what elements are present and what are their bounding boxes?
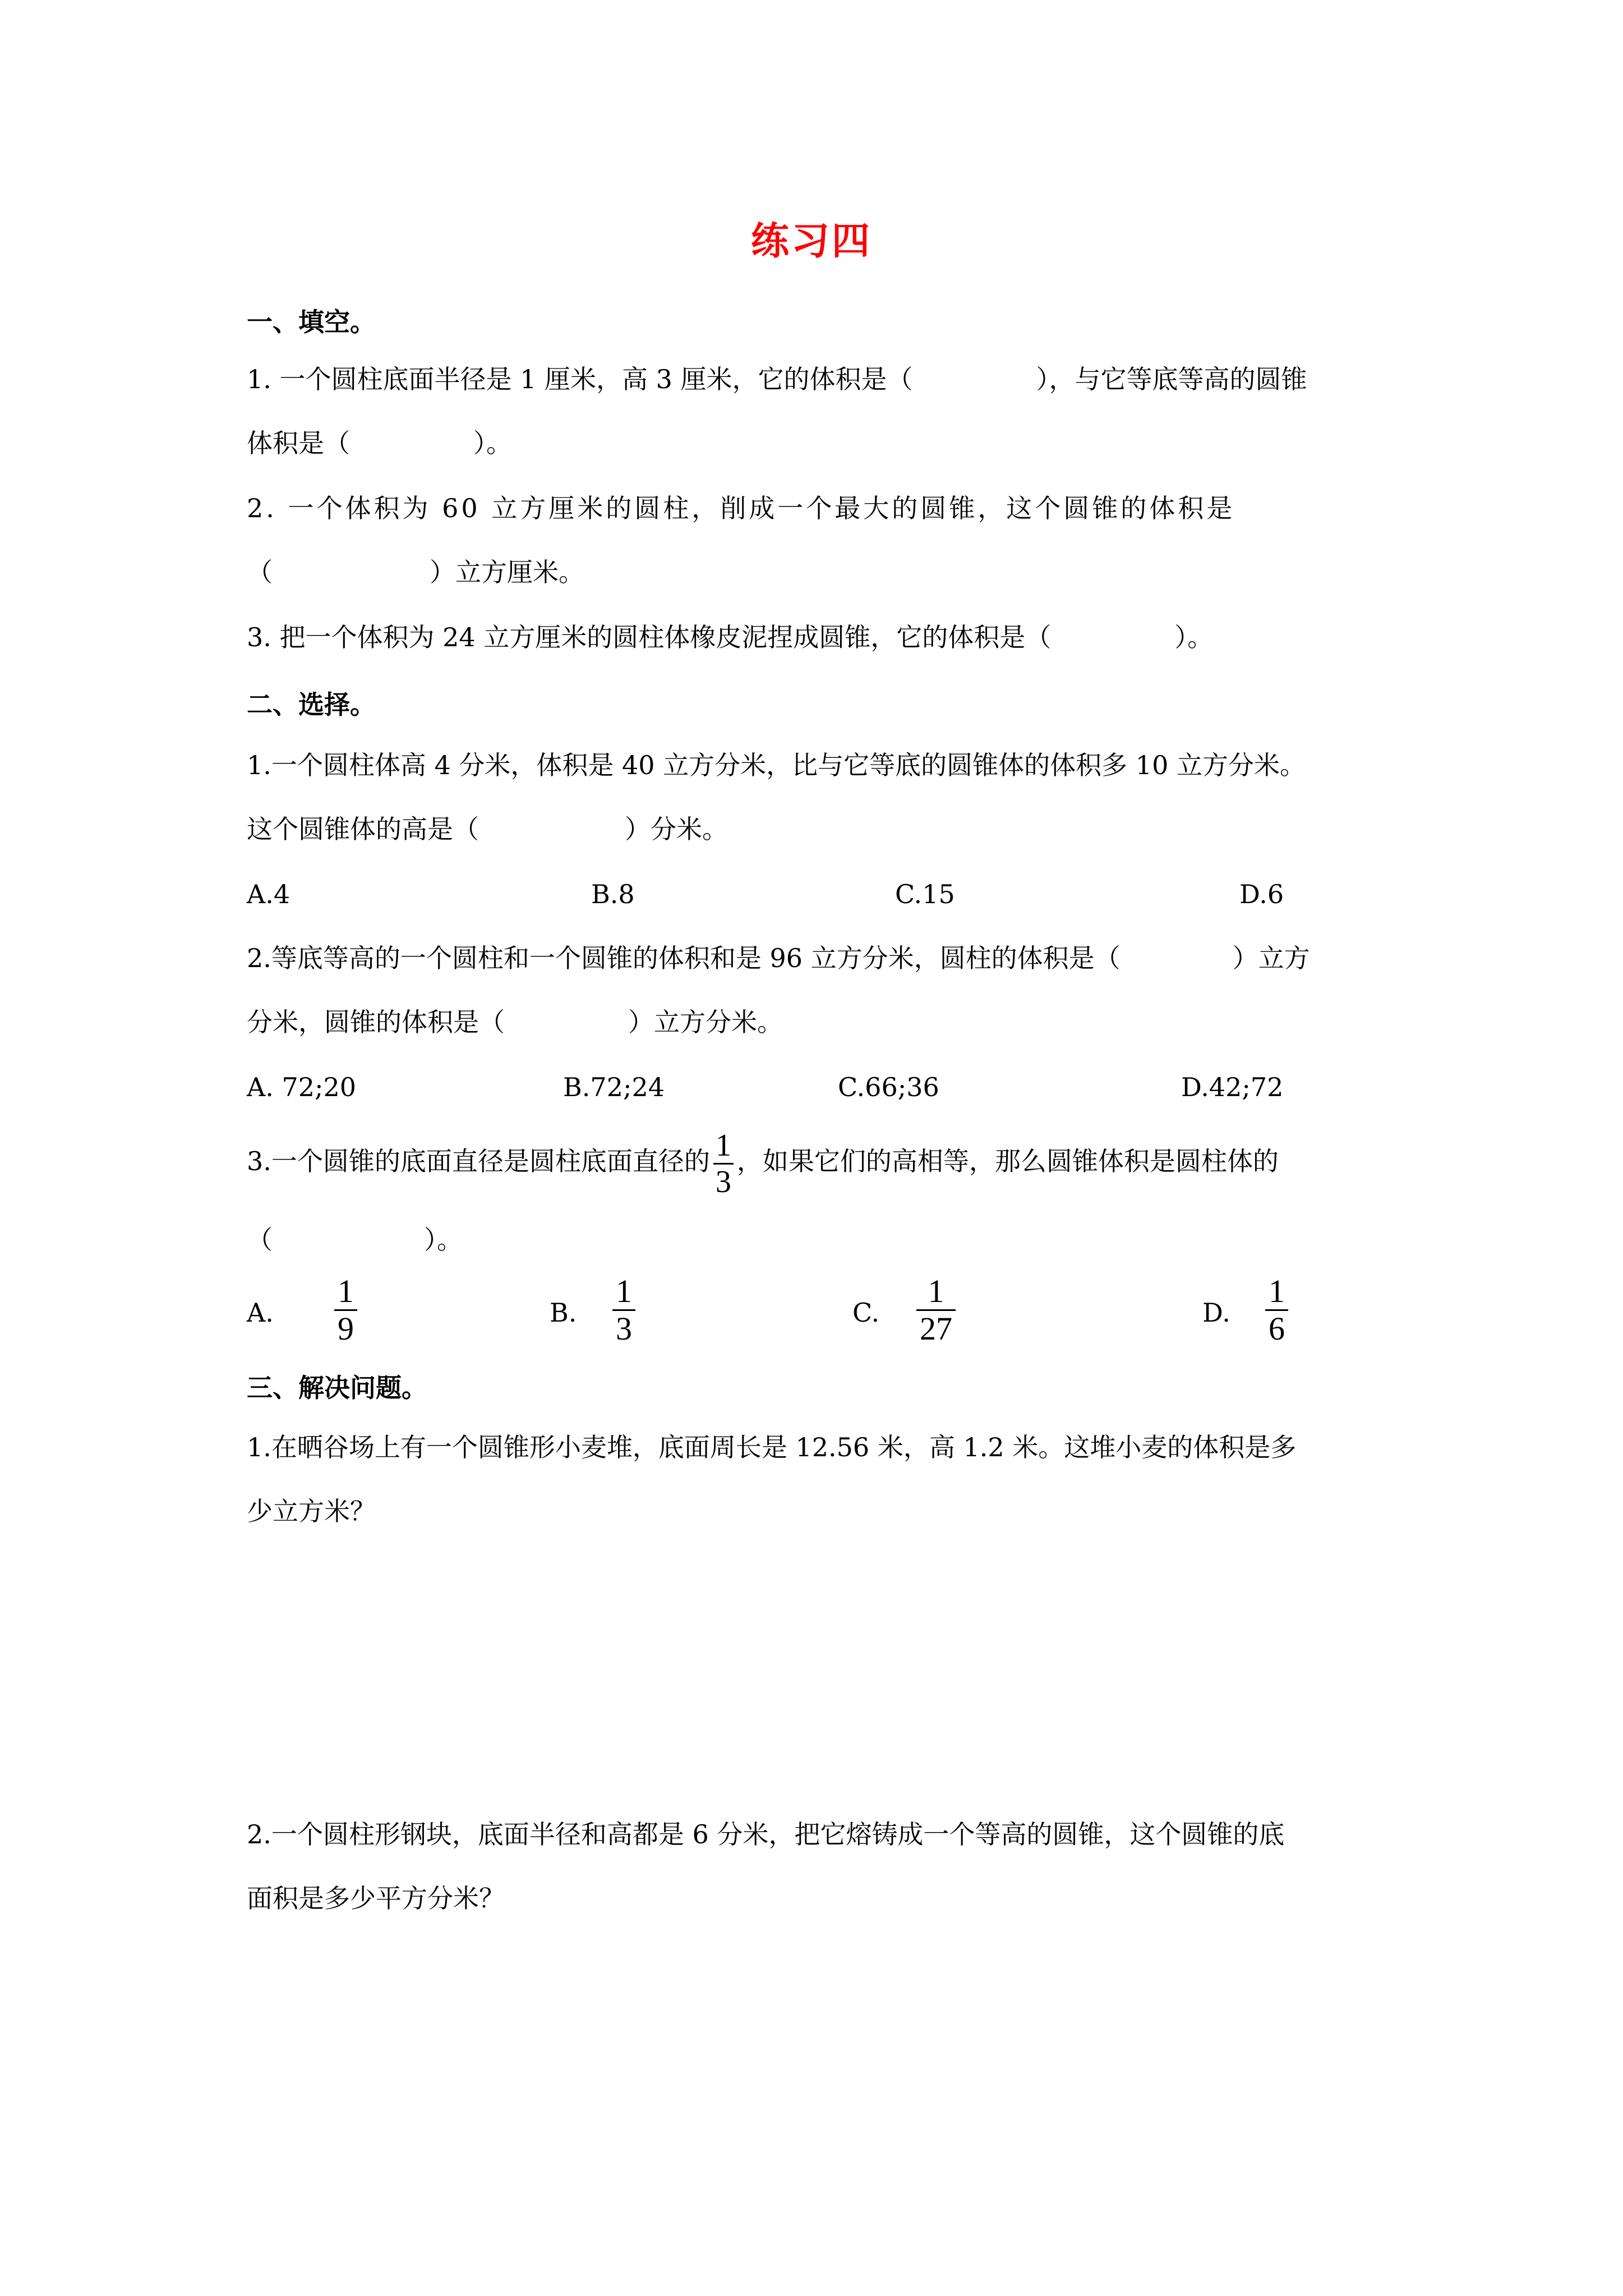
choice-q1-line1: 1.一个圆柱体高 4 分米，体积是 40 立方分米，比与它等底的圆锥体的体积多 10 立方分米。	[247, 750, 1306, 780]
choice-q1-option-b[interactable]: B.8	[591, 879, 635, 909]
choice-q2-line1: 2.等底等高的一个圆柱和一个圆锥的体积和是 96 立方分米，圆柱的体积是（ ）立方	[247, 943, 1310, 973]
choice-q1-line2: 这个圆锥体的高是（ ）分米。	[247, 814, 728, 844]
choice-q3-option-d-label[interactable]: D.	[1202, 1297, 1230, 1328]
choice-q2-option-c[interactable]: C.66;36	[838, 1072, 939, 1102]
choice-q2-option-d[interactable]: D.42;72	[1181, 1072, 1284, 1102]
section-heading-choice: 二、选择。	[247, 689, 376, 720]
fill-q1-line1: 1. 一个圆柱底面半径是 1 厘米，高 3 厘米，它的体积是（ ），与它等底等高的圆锥	[247, 364, 1307, 394]
choice-q1-option-d[interactable]: D.6	[1239, 879, 1284, 909]
choice-q3-option-d-fraction[interactable]: $\frac{1}{6}$	[1265, 1273, 1288, 1347]
problem-q1-line2: 少立方米？	[247, 1496, 376, 1526]
fill-q3-line1: 3. 把一个体积为 24 立方厘米的圆柱体橡皮泥捏成圆锥，它的体积是（ ）。	[247, 622, 1214, 652]
fill-q1-line2: 体积是（ ）。	[247, 428, 512, 458]
choice-q3-option-a-label[interactable]: A.	[247, 1297, 274, 1328]
choice-q3-option-c-label[interactable]: C.	[852, 1297, 880, 1328]
choice-q2-option-a[interactable]: A. 72;20	[247, 1072, 357, 1102]
choice-q3-line1: 3.一个圆锥的底面直径是圆柱底面直径的 $\frac{1}{3}$ ，如果它们的高相等，那么圆锥体积是圆柱体的	[247, 1128, 1279, 1199]
choice-q3-option-b-label[interactable]: B.	[550, 1297, 577, 1328]
fill-q2-line1: 2. 一个体积为 60 立方厘米的圆柱，削成一个最大的圆锥，这个圆锥的体积是	[247, 493, 1235, 523]
choice-q1-option-c[interactable]: C.15	[895, 879, 955, 909]
problem-q1-line1: 1.在晒谷场上有一个圆锥形小麦堆，底面周长是 12.56 米，高 1.2 米。这堆小麦的体积是多	[247, 1432, 1297, 1462]
choice-q1-option-a[interactable]: A.4	[247, 879, 291, 909]
section-heading-fill-blank: 一、填空。	[247, 307, 376, 337]
choice-q3-option-c-fraction[interactable]: $\frac{1}{27}$	[916, 1273, 956, 1347]
choice-q3-option-b-fraction[interactable]: $\frac{1}{3}$	[612, 1273, 635, 1347]
fill-q2-line2: （ ）立方厘米。	[247, 557, 584, 587]
section-heading-problems: 三、解决问题。	[247, 1373, 427, 1403]
choice-q2-option-b[interactable]: B.72;24	[563, 1072, 665, 1102]
problem-q2-line1: 2.一个圆柱形钢块，底面半径和高都是 6 分米，把它熔铸成一个等高的圆锥，这个圆锥的底	[247, 1819, 1285, 1849]
problem-q2-line2: 面积是多少平方分米？	[247, 1883, 505, 1913]
choice-q3-line2: （ ）。	[247, 1225, 463, 1255]
choice-q2-line2: 分米，圆锥的体积是（ ）立方分米。	[247, 1007, 783, 1037]
choice-q3-option-a-fraction[interactable]: $\frac{1}{9}$	[334, 1273, 357, 1347]
page-title: 练习四	[750, 219, 872, 264]
fraction-one-third: $\frac{1}{3}$	[713, 1128, 734, 1199]
